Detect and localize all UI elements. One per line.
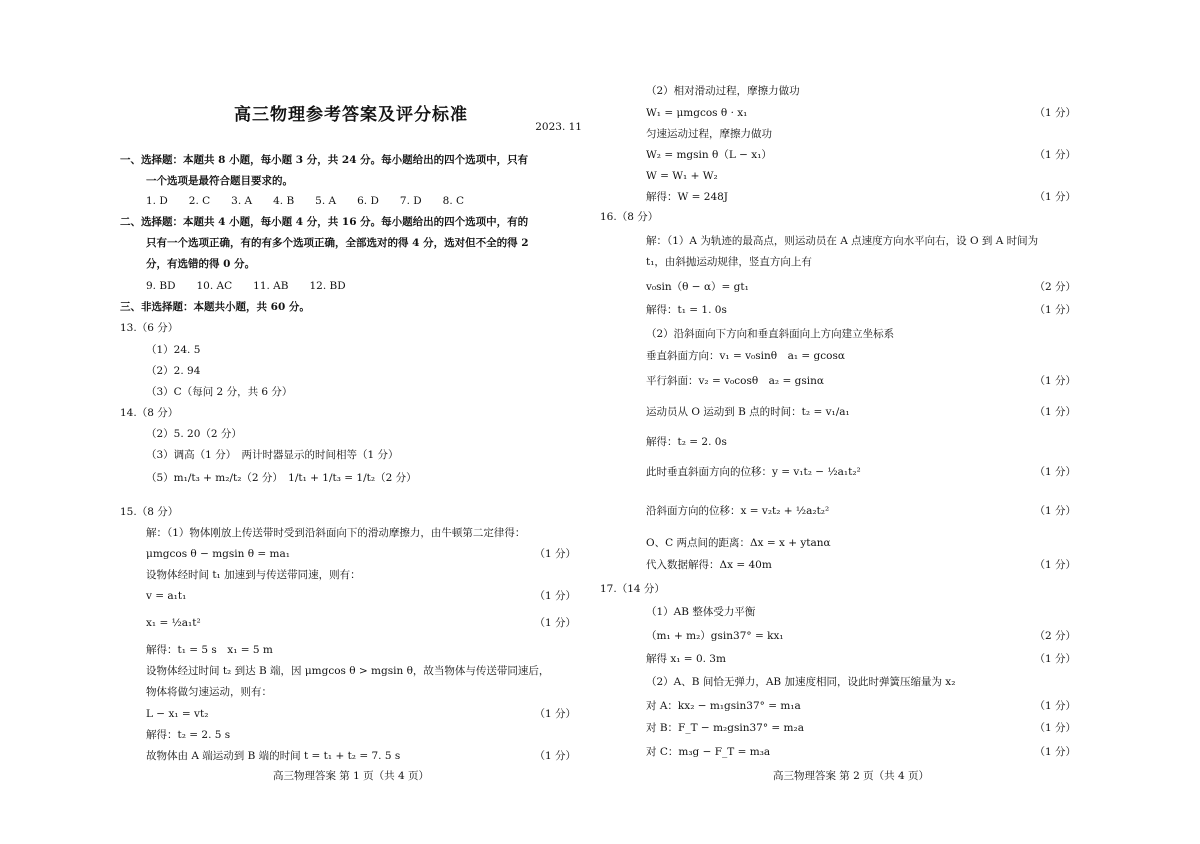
exam-date: 2023. 11	[535, 121, 582, 133]
text-line	[620, 278, 1082, 296]
text-line	[620, 502, 1082, 520]
line-text: 17.（14 分）	[600, 583, 665, 595]
line-text: （5）m₁/t₃ + m₂/t₂（2 分） 1/t₁ + 1/t₃ = 1/t₂（2 分）	[146, 472, 417, 484]
line-text: W₁ = μmgcos θ · x₁	[646, 107, 748, 119]
line-text: 解得：t₂ = 2. 0s	[646, 436, 727, 448]
line-score: （1 分）	[1034, 722, 1076, 734]
line-text: 一个选项是最符合题目要求的。	[146, 175, 293, 187]
text-line	[120, 192, 582, 210]
line-text: 一、选择题：本题共 8 小题，每小题 3 分，共 24 分。每小题给出的四个选项中，只有	[120, 154, 529, 166]
line-text: W = W₁ + W₂	[646, 170, 718, 182]
line-text: 三、非选择题：本题共小题，共 60 分。	[120, 301, 310, 313]
line-text: 解得：t₂ = 2. 5 s	[146, 729, 231, 741]
text-line	[120, 662, 582, 680]
line-text: （2）沿斜面向下方向和垂直斜面向上方向建立坐标系	[646, 328, 895, 340]
line-text: 解：（1）A 为轨迹的最高点，则运动员在 A 点速度方向水平向右，设 O 到 A 时间为	[646, 235, 1039, 247]
line-text: （m₁ + m₂）gsin37° = kx₁	[646, 630, 784, 642]
text-line	[120, 172, 582, 190]
line-text: 运动员从 O 运动到 B 点的时间：t₂ = v₁/a₁	[646, 406, 850, 418]
line-score: （1 分）	[1034, 700, 1076, 712]
line-text: 15.（8 分）	[120, 506, 179, 518]
line-text: 只有一个选项正确，有的有多个选项正确，全部选对的得 4 分，选对但不全的得 2	[146, 237, 529, 249]
line-score: （1 分）	[534, 750, 576, 762]
line-text: （2）相对滑动过程，摩擦力做功	[646, 85, 800, 97]
line-text: μmgcos θ − mgsin θ = ma₁	[146, 548, 290, 560]
text-line	[620, 697, 1082, 715]
text-line	[120, 383, 582, 401]
line-text: 分，有选错的得 0 分。	[146, 258, 256, 270]
line-text: 平行斜面：v₂ = v₀cosθ a₂ = gsinα	[646, 375, 824, 387]
line-text: 物体将做匀速运动，则有：	[146, 686, 272, 698]
text-line	[620, 372, 1082, 390]
text-line	[120, 341, 582, 359]
page-2-footer: 高三物理答案 第 2 页（共 4 页）	[772, 770, 930, 782]
text-line	[620, 403, 1082, 421]
text-line	[120, 213, 582, 231]
line-text: 16.（8 分）	[600, 211, 659, 223]
line-text: 故物体由 A 端运动到 B 端的时间 t = t₁ + t₂ = 7. 5 s	[146, 750, 401, 762]
text-line	[120, 641, 582, 659]
text-line	[620, 82, 1082, 100]
text-line	[120, 587, 582, 605]
line-text: 二、选择题：本题共 4 小题，每小题 4 分，共 16 分。每小题给出的四个选项中，有的	[120, 216, 529, 228]
line-text: 解得：t₁ = 1. 0s	[646, 304, 727, 316]
line-text: （2）5. 20（2 分）	[146, 428, 242, 440]
line-text: 解得：W = 248J	[646, 191, 729, 203]
line-text: 代入数据解得：Δx = 40m	[646, 559, 772, 571]
line-text: 解得：t₁ = 5 s x₁ = 5 m	[146, 644, 273, 656]
line-score: （1 分）	[1034, 505, 1076, 517]
line-text: 垂直斜面方向：v₁ = v₀sinθ a₁ = gcosα	[646, 350, 845, 362]
text-line	[120, 362, 582, 380]
text-line	[120, 255, 582, 273]
line-score: （1 分）	[534, 590, 576, 602]
line-text: 沿斜面方向的位移：x = v₂t₂ + ½a₂t₂²	[646, 505, 830, 517]
text-line	[620, 188, 1082, 206]
line-score: （1 分）	[1034, 149, 1076, 161]
line-text: （3）调高（1 分） 两计时器显示的时间相等（1 分）	[146, 449, 399, 461]
line-score: （1 分）	[534, 708, 576, 720]
text-line	[600, 580, 1062, 598]
text-line	[120, 277, 582, 295]
text-line	[120, 683, 582, 701]
text-line	[620, 347, 1082, 365]
line-text: （1）AB 整体受力平衡	[646, 606, 756, 618]
text-line	[120, 404, 582, 422]
line-score: （1 分）	[1034, 653, 1076, 665]
line-text: v₀sin（θ − α）= gt₁	[646, 281, 749, 293]
line-text: （2）2. 94	[146, 365, 201, 377]
page-title: 高三物理参考答案及评分标准	[234, 105, 468, 125]
line-text: 解得 x₁ = 0. 3m	[646, 653, 726, 665]
text-line	[120, 503, 582, 521]
text-line	[620, 719, 1082, 737]
line-score: （1 分）	[534, 617, 576, 629]
line-score: （1 分）	[1034, 304, 1076, 316]
line-text: 对 B：F_T − m₂gsin37° = m₂a	[646, 722, 804, 734]
text-line	[120, 234, 582, 252]
line-score: （2 分）	[1034, 281, 1076, 293]
text-line	[620, 253, 1082, 271]
text-line	[620, 627, 1082, 645]
text-line	[620, 743, 1082, 761]
line-score: （1 分）	[1034, 375, 1076, 387]
line-text: 9. BD 10. AC 11. AB 12. BD	[146, 280, 346, 292]
line-text: 1. D 2. C 3. A 4. B 5. A 6. D 7. D 8. C	[146, 195, 465, 207]
line-text: W₂ = mgsin θ（L − x₁）	[646, 149, 772, 161]
line-text: （1）24. 5	[146, 344, 201, 356]
text-line	[120, 425, 582, 443]
line-text: 14.（8 分）	[120, 407, 179, 419]
line-text: 对 C：m₃g − F_T = m₃a	[646, 746, 771, 758]
line-text: 13.（6 分）	[120, 322, 179, 334]
text-line	[120, 298, 582, 316]
text-line	[620, 603, 1082, 621]
line-text: x₁ = ½a₁t²	[146, 617, 201, 629]
page-1-footer: 高三物理答案 第 1 页（共 4 页）	[272, 770, 430, 782]
text-line	[120, 705, 582, 723]
line-score: （1 分）	[1034, 191, 1076, 203]
text-line	[120, 319, 582, 337]
text-line	[120, 726, 582, 744]
line-text: 此时垂直斜面方向的位移：y = v₁t₂ − ½a₁t₂²	[646, 466, 861, 478]
text-line	[620, 433, 1082, 451]
text-line	[620, 232, 1082, 250]
line-score: （1 分）	[1034, 466, 1076, 478]
line-text: O、C 两点间的距离：Δx = x + ytanα	[646, 537, 831, 549]
line-text: （3）C（每问 2 分，共 6 分）	[146, 386, 293, 398]
text-line	[120, 614, 582, 632]
line-text: 对 A：kx₂ − m₁gsin37° = m₁a	[646, 700, 801, 712]
text-line	[120, 446, 582, 464]
text-line	[120, 524, 582, 542]
line-text: 匀速运动过程，摩擦力做功	[646, 128, 772, 140]
line-score: （1 分）	[1034, 746, 1076, 758]
text-line	[120, 151, 582, 169]
text-line	[620, 167, 1082, 185]
text-line	[620, 650, 1082, 668]
line-score: （1 分）	[534, 548, 576, 560]
line-text: v = a₁t₁	[146, 590, 187, 602]
line-score: （1 分）	[1034, 107, 1076, 119]
line-score: （1 分）	[1034, 559, 1076, 571]
text-line	[120, 747, 582, 765]
text-line	[620, 125, 1082, 143]
line-score: （2 分）	[1034, 630, 1076, 642]
line-text: 设物体经时间 t₁ 加速到与传送带同速，则有：	[146, 569, 361, 581]
text-line	[620, 146, 1082, 164]
line-text: 解：（1）物体刚放上传送带时受到沿斜面向下的滑动摩擦力，由牛顿第二定律得：	[146, 527, 526, 539]
text-line	[120, 566, 582, 584]
text-line	[620, 556, 1082, 574]
text-line	[620, 463, 1082, 481]
text-line	[620, 301, 1082, 319]
text-line	[620, 673, 1082, 691]
line-text: t₁，由斜抛运动规律，竖直方向上有	[646, 256, 812, 268]
text-line	[120, 545, 582, 563]
text-line	[600, 208, 1062, 226]
text-line	[620, 534, 1082, 552]
text-line	[120, 469, 582, 487]
line-text: L − x₁ = vt₂	[146, 708, 209, 720]
text-line	[620, 325, 1082, 343]
line-score: （1 分）	[1034, 406, 1076, 418]
line-text: （2）A、B 间恰无弹力，AB 加速度相同，设此时弹簧压缩量为 x₂	[646, 676, 956, 688]
line-text: 设物体经过时间 t₂ 到达 B 端，因 μmgcos θ > mgsin θ，故当物体与传送带同速后，	[146, 665, 550, 677]
text-line	[620, 104, 1082, 122]
